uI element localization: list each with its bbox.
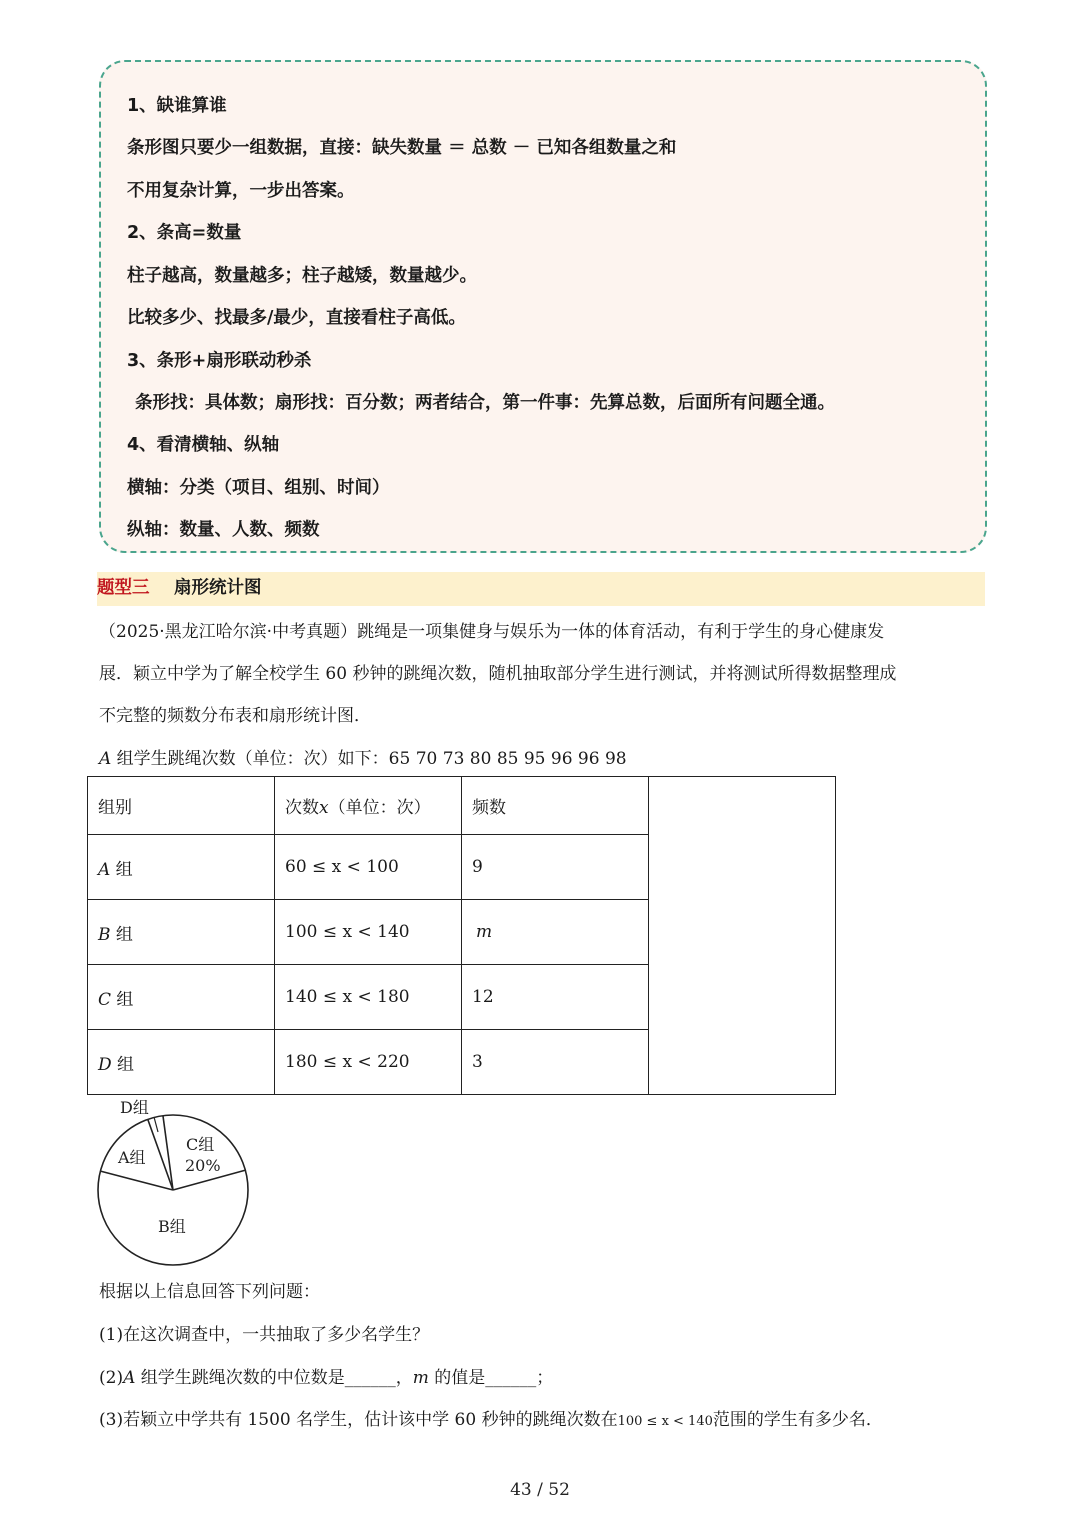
frequency-cell: 9 <box>462 835 649 900</box>
problem-line: （2025·黑龙江哈尔滨·中考真题）跳绳是一项集健身与娱乐为一体的体育活动，有利于学生的身心健康发 <box>99 622 885 642</box>
header-frequency: 频数 <box>462 777 649 835</box>
tip-text: 条形图只要少一组数据，直接：缺失数量 ＝ 总数 － 已知各组数量之和 <box>127 138 677 158</box>
variable: A <box>98 859 111 880</box>
variable: A <box>123 1368 136 1388</box>
tip-text: 横轴：分类（项目、组别、时间） <box>127 478 390 498</box>
group-suffix: 组 <box>110 924 133 945</box>
pie-chart <box>90 1090 260 1270</box>
q2-number: (2) <box>99 1368 124 1388</box>
header-count <box>275 777 462 835</box>
group-suffix: 组 <box>111 989 134 1010</box>
frequency-table <box>87 776 836 1095</box>
frequency-cell: 3 <box>462 1030 649 1095</box>
group-suffix: 组 <box>110 859 133 880</box>
group-suffix: 组 <box>111 1054 135 1075</box>
tip-text: 柱子越高，数量越多；柱子越矮，数量越少。 <box>127 266 477 286</box>
question-1: (1)在这次调查中，一共抽取了多少名学生？ <box>99 1325 430 1345</box>
problem-line: 展．颖立中学为了解全校学生 60 秒钟的跳绳次数，随机抽取部分学生进行测试，并将测试所得数据整理成 <box>99 664 897 684</box>
pie-d-leader <box>154 1117 158 1132</box>
pie-divider-a-b <box>100 1171 173 1190</box>
question-3 <box>99 1405 883 1430</box>
tip-heading-4: 4、看清横轴、纵轴 <box>127 435 280 455</box>
table-header-row <box>88 777 836 835</box>
tip-heading-2: 2、条高=数量 <box>127 223 242 243</box>
problem-data-text: 组学生跳绳次数（单位：次）如下：65 70 73 80 85 95 96 96 98 <box>111 749 627 769</box>
section-label: 题型三 <box>97 578 150 598</box>
header-count-label: 次数 <box>285 798 319 818</box>
frequency-cell <box>462 900 649 965</box>
range-cell: 140 ≤ x < 180 <box>275 965 462 1030</box>
tip-text: 纵轴：数量、人数、频数 <box>127 520 320 540</box>
variable: x <box>319 798 329 818</box>
q2-text: 组学生跳绳次数的中位数是______， <box>135 1368 413 1388</box>
range-cell: 100 ≤ x < 140 <box>275 900 462 965</box>
page-number: 43 / 52 <box>510 1480 570 1500</box>
frequency-cell: 12 <box>462 965 649 1030</box>
tip-text: 不用复杂计算，一步出答案。 <box>127 181 355 201</box>
variable: B <box>98 924 111 945</box>
problem-line: 不完整的频数分布表和扇形统计图． <box>99 706 371 726</box>
problem-data-line <box>99 744 627 769</box>
variable: D <box>98 1054 112 1075</box>
variable: A <box>99 749 112 769</box>
question-2 <box>99 1363 553 1388</box>
pie-label-d: D组 <box>120 1098 149 1117</box>
tip-text: 条形找：具体数；扇形找：百分数；两者结合，第一件事：先算总数，后面所有问题全通。 <box>135 393 835 413</box>
range-cell: 180 ≤ x < 220 <box>275 1030 462 1095</box>
tip-heading-1: 1、缺谁算谁 <box>127 96 227 116</box>
q3-range: 100 ≤ x < 140 <box>617 1414 713 1429</box>
variable-m: m <box>412 1368 429 1388</box>
pie-label-c: C组 <box>186 1135 215 1154</box>
pie-label-a: A组 <box>118 1148 146 1167</box>
q2-text-end: 的值是______； <box>428 1368 554 1388</box>
group-cell <box>88 835 275 900</box>
q3-text-end: 范围的学生有多少名． <box>712 1410 883 1430</box>
tip-heading-3: 3、条形+扇形联动秒杀 <box>127 351 312 371</box>
header-group: 组别 <box>88 777 275 835</box>
pie-divider-d-c <box>163 1116 173 1190</box>
group-cell <box>88 1030 275 1095</box>
questions-intro: 根据以上信息回答下列问题： <box>99 1282 320 1302</box>
empty-cell <box>649 777 836 1095</box>
range-cell: 60 ≤ x < 100 <box>275 835 462 900</box>
header-count-unit: （单位：次） <box>328 798 431 818</box>
variable-m: m <box>476 922 493 942</box>
group-cell <box>88 900 275 965</box>
tip-text: 比较多少、找最多/最少，直接看柱子高低。 <box>127 308 466 328</box>
section-title: 扇形统计图 <box>174 578 262 598</box>
pie-label-c-percent: 20% <box>185 1156 221 1175</box>
q3-text: (3)若颖立中学共有 1500 名学生，估计该中学 60 秒钟的跳绳次数在 <box>99 1410 618 1430</box>
variable: C <box>98 989 112 1010</box>
group-cell <box>88 965 275 1030</box>
pie-divider-a-d <box>148 1120 173 1190</box>
pie-label-b: B组 <box>158 1217 186 1236</box>
